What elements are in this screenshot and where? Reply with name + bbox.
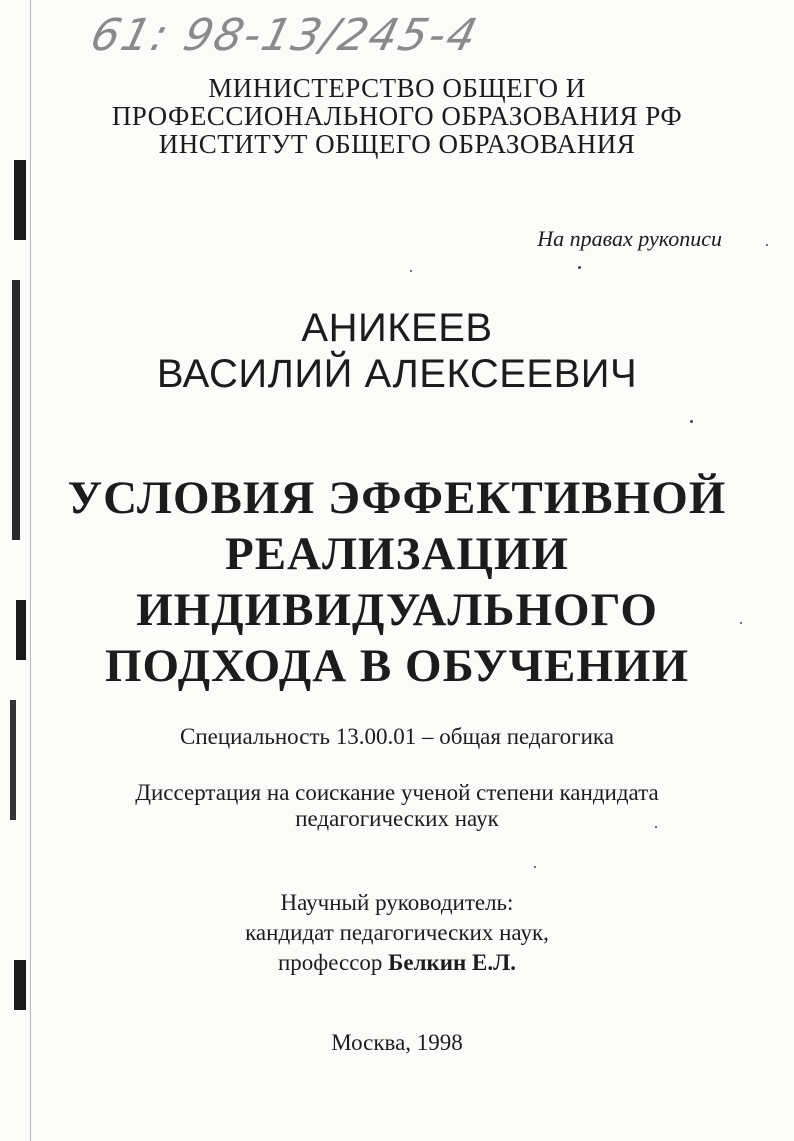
title-line-2: РЕАЛИЗАЦИИ xyxy=(224,528,569,580)
title-line-4: ПОДХОДА В ОБУЧЕНИИ xyxy=(105,640,689,692)
archive-code-handwritten: 61: 98-13/245-4 xyxy=(85,10,484,61)
supervisor-name-line xyxy=(0,950,794,976)
ministry-line-2: ПРОФЕССИОНАЛЬНОГО ОБРАЗОВАНИЯ РФ xyxy=(111,101,683,131)
ministry-line-1: МИНИСТЕРСТВО ОБЩЕГО И xyxy=(208,73,586,103)
title-line-3: ИНДИВИДУАЛЬНОГО xyxy=(136,584,658,636)
supervisor-degree: кандидат педагогических наук, xyxy=(245,920,549,945)
author-surname: АНИКЕЕВ xyxy=(301,306,493,350)
manuscript-note: На правах рукописи xyxy=(537,226,722,251)
author-name: ВАСИЛИЙ АЛЕКСЕЕВИЧ xyxy=(156,352,638,396)
specialty: Специальность 13.00.01 – общая педагогика xyxy=(180,724,614,749)
dissertation-line-2: педагогических наук xyxy=(295,806,499,831)
supervisor-name: Белкин Е.Л. xyxy=(388,950,516,975)
institute-line: ИНСТИТУТ ОБЩЕГО ОБРАЗОВАНИЯ xyxy=(158,129,636,159)
city-year: Москва, 1998 xyxy=(331,1030,463,1055)
supervisor-label: Научный руководитель: xyxy=(280,890,514,915)
supervisor-title: профессор xyxy=(278,950,383,975)
dissertation-line-1: Диссертация на соискание ученой степени кандидата xyxy=(135,780,659,805)
title-line-1: УСЛОВИЯ ЭФФЕКТИВНОЙ xyxy=(67,472,727,524)
